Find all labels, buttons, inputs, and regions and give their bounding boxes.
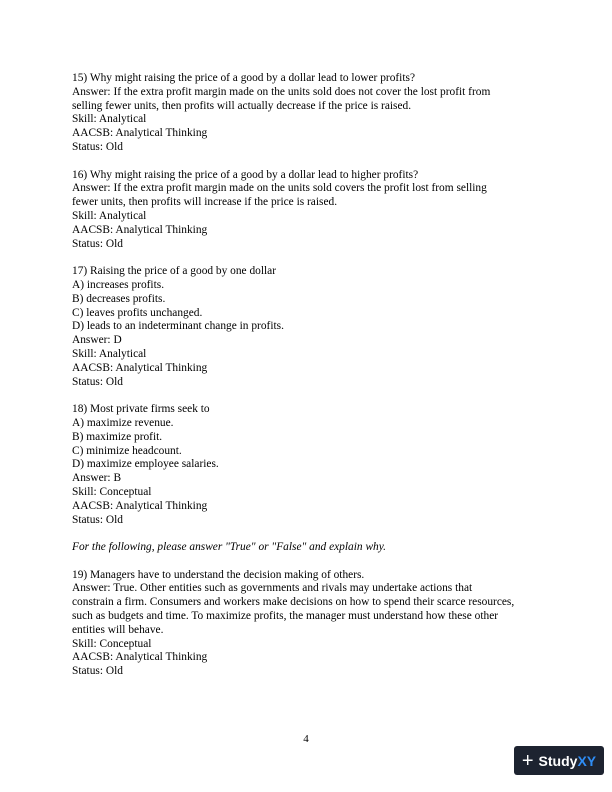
aacsb-line: AACSB: Analytical Thinking [72,651,208,664]
answer-line: Answer: B [72,472,122,485]
answer-line: constrain a firm. Consumers and workers make decisions on how to spend their scarce resources, [72,596,515,609]
page-number: 4 [303,733,309,745]
option-b: B) maximize profit. [72,430,163,443]
plus-icon: + [521,749,534,772]
answer-line: fewer units, then profits will increase if the price is raised. [72,196,338,209]
skill-line: Skill: Analytical [72,209,147,222]
status-line: Status: Old [72,237,123,250]
badge-word-study: Study [538,752,578,769]
option-d: D) leads to an indeterminant change in profits. [72,320,284,333]
question-16 [72,169,552,252]
status-line: Status: Old [72,375,123,388]
skill-line: Skill: Analytical [72,113,147,126]
question-17 [72,265,552,389]
badge-word-xy: XY [577,752,597,769]
question-18 [72,403,552,527]
question-text: 17) Raising the price of a good by one dollar [72,265,277,278]
skill-line: Skill: Conceptual [72,485,152,498]
skill-line: Skill: Analytical [72,347,147,360]
option-a: A) increases profits. [72,278,165,291]
studyxy-badge[interactable] [514,746,604,775]
answer-line: such as budgets and time. To maximize profits, the manager must understand how these other [72,610,499,623]
skill-line: Skill: Conceptual [72,637,152,650]
option-b: B) decreases profits. [72,292,166,305]
option-d: D) maximize employee salaries. [72,458,219,471]
question-15 [72,72,552,155]
status-line: Status: Old [72,665,123,678]
status-line: Status: Old [72,513,123,526]
answer-line: Answer: If the extra profit margin made on the units sold does not cover the lost profit from [72,85,491,98]
question-text: 19) Managers have to understand the decision making of others. [72,568,365,581]
option-a: A) maximize revenue. [72,416,174,429]
option-c: C) minimize headcount. [72,444,182,457]
aacsb-line: AACSB: Analytical Thinking [72,361,208,374]
aacsb-line: AACSB: Analytical Thinking [72,499,208,512]
question-19 [72,569,552,679]
question-text: 18) Most private firms seek to [72,403,210,416]
status-line: Status: Old [72,140,123,153]
document-body [72,72,552,679]
question-text: 15) Why might raising the price of a good by a dollar lead to lower profits? [72,72,415,84]
section-instruction: For the following, please answer "True" or "False" and explain why. [72,541,387,554]
answer-line: Answer: D [72,334,122,347]
question-text: 16) Why might raising the price of a good by a dollar lead to higher profits? [72,168,419,181]
answer-line: selling fewer units, then profits will actually decrease if the price is raised. [72,99,412,112]
answer-line: Answer: True. Other entities such as governments and rivals may undertake actions that [72,582,473,595]
aacsb-line: AACSB: Analytical Thinking [72,127,208,140]
answer-line: Answer: If the extra profit margin made on the units sold covers the profit lost from selling [72,182,487,195]
answer-line: entities will behave. [72,623,164,636]
option-c: C) leaves profits unchanged. [72,306,203,319]
aacsb-line: AACSB: Analytical Thinking [72,223,208,236]
